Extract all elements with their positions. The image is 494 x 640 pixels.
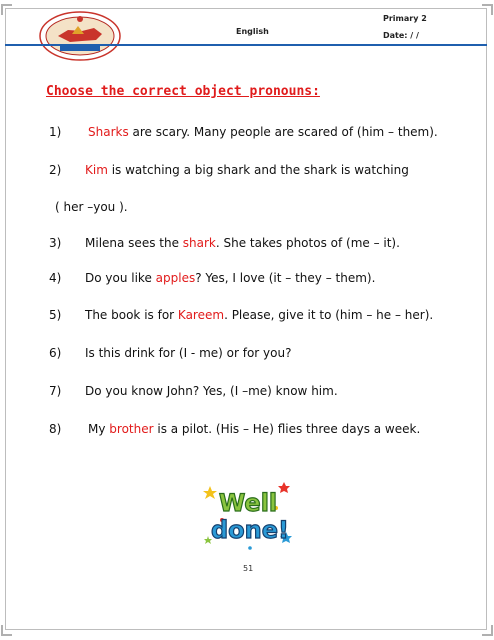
highlighted-noun: shark [182, 236, 216, 250]
question-8 [49, 422, 420, 436]
question-text: ? Yes, I love (it – they – them). [195, 271, 376, 285]
highlighted-noun: Sharks [88, 125, 129, 139]
question-number: 5) [49, 308, 62, 322]
question-number: 4) [49, 271, 62, 285]
corner-mark [482, 625, 493, 636]
date-label: Date: / / [383, 31, 419, 40]
question-text: is watching a big shark and the shark is watching [107, 163, 409, 177]
highlighted-noun: Kim [85, 163, 108, 177]
question-4 [49, 271, 375, 285]
question-number: 3) [49, 236, 62, 250]
question-text: Do you know John? Yes, (I –me) know him. [85, 384, 338, 398]
corner-mark [482, 4, 493, 15]
sticker-line-1: Well [218, 489, 278, 517]
question-number: 8) [49, 422, 62, 436]
grade-label: Primary 2 [383, 14, 427, 23]
question-5 [49, 308, 433, 322]
header-divider [5, 44, 487, 46]
question-7 [49, 384, 338, 398]
question-text: . She takes photos of (me – it). [215, 236, 400, 250]
corner-mark [1, 4, 12, 15]
corner-mark [1, 625, 12, 636]
question-text: The book is for [85, 308, 178, 322]
instruction-heading: Choose the correct object pronouns: [46, 84, 320, 99]
question-1 [49, 125, 438, 139]
question-text: Do you like [85, 271, 156, 285]
school-crest-logo [38, 10, 122, 62]
question-number: 6) [49, 346, 62, 360]
subject-label: English [236, 27, 269, 36]
sticker-line-2: done! [211, 516, 289, 544]
question-text: . Please, give it to (him – he – her). [224, 308, 434, 322]
question-number: 2) [49, 163, 62, 177]
question-text: Is this drink for (I - me) or for you? [85, 346, 292, 360]
question-2 [49, 163, 409, 177]
question-number: 7) [49, 384, 62, 398]
question-number: 1) [49, 125, 62, 139]
well-done-sticker [202, 478, 294, 554]
question-text: My [88, 422, 110, 436]
highlighted-noun: brother [109, 422, 154, 436]
page-number: 51 [243, 564, 254, 573]
highlighted-noun: apples [155, 271, 196, 285]
highlighted-noun: Kareem [177, 308, 225, 322]
question-text: is a pilot. (His – He) flies three days a week. [153, 422, 421, 436]
question-2-continuation: ( her –you ). [55, 200, 128, 214]
question-text: are scary. Many people are scared of (him – them). [128, 125, 438, 139]
question-6 [49, 346, 291, 360]
question-3 [49, 236, 400, 250]
question-text: Milena sees the [85, 236, 183, 250]
